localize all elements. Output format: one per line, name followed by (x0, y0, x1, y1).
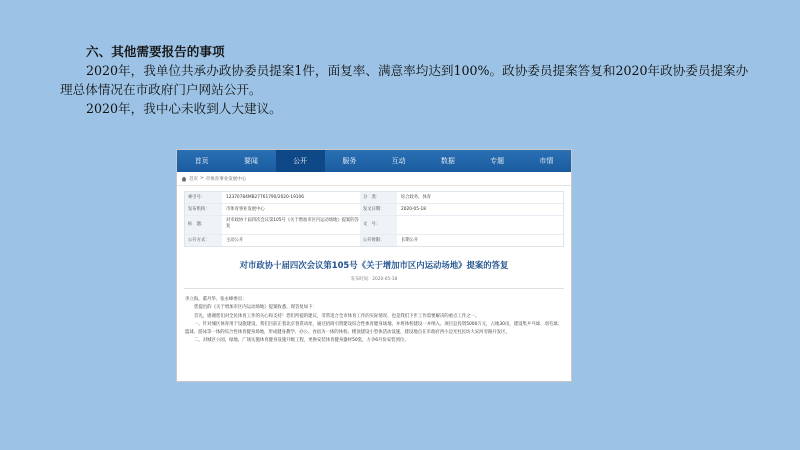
nav-public[interactable]: 公开 (276, 150, 325, 172)
method-value: 主动公开 (226, 238, 244, 243)
embedded-webpage-screenshot (176, 149, 572, 382)
breadcrumb (177, 172, 571, 186)
publish-date: 发布时间：2020-05-18 (350, 277, 398, 282)
home-icon (181, 176, 187, 182)
divider (184, 288, 564, 289)
body-paragraph: 您提出的《关于增加市区内运动场地》提案收悉，现答复如下： (194, 305, 317, 311)
info-row (185, 216, 563, 235)
org-label: 发布机构： (185, 204, 222, 215)
breadcrumb-home[interactable]: 首页 (189, 176, 198, 182)
category-value: 综合政务，体育 (401, 195, 432, 200)
index-label: 索引号： (185, 192, 222, 203)
info-row (185, 204, 563, 216)
info-row (185, 192, 563, 204)
docno-value (397, 216, 563, 234)
date-value: 2020-05-18 (401, 207, 426, 212)
nav-data[interactable]: 数据 (440, 157, 455, 165)
document-body (185, 296, 563, 346)
title-value: 对市政协十届四次会议第105号《关于增加市区内运动场地》提案的答复 (226, 218, 359, 229)
period-label: 公开时限： (360, 235, 397, 246)
info-row (185, 235, 563, 246)
report-text (60, 42, 750, 118)
title-label: 标 题： (185, 216, 222, 234)
document-info-table (184, 191, 564, 247)
nav-topics[interactable]: 专题 (490, 157, 505, 165)
body-greeting: 李立海、董丹华、张永峰委员： (185, 297, 247, 302)
proposal-paragraph: 2020年，我单位共承办政协委员提案1件，面复率、满意率均达到100%。政协委员提案答复和2020年政协委员提案办理总体情况在市政府门户网站公开。 (60, 63, 749, 97)
index-value: 12370784MB27761790/2020-19106 (226, 195, 304, 200)
method-label: 公开方式： (185, 235, 222, 246)
nav-interact[interactable]: 互动 (391, 157, 406, 165)
nav-city-info[interactable]: 市情 (539, 157, 554, 165)
category-label: 分 类： (360, 192, 397, 203)
breadcrumb-separator: > (200, 176, 204, 181)
body-paragraph: 一、针对城区体育用于设施建设，我们目前正着北京春熹动址，通过招商引资建设综合性体育健身场地，并将体校建设一并纳入。项目总投资5000万元，占地30亩，建设集乒乓球、羽毛球、篮球、游泳等一体的综合性体育健身场地，形成健身教学、办公、食宿为一体的体校。楼顶建设小型体活动设施，建设地点在市政府西小边光柱民坊大宋河旁路开发区。 (185, 321, 563, 336)
date-label: 发文日期： (360, 204, 397, 215)
document-title: 对市政协十届四次会议第105号《关于增加市区内运动场地》提案的答复 (239, 260, 509, 270)
body-paragraph: 二、对城区公园、绿地、广场实施体育健身设施升级工程，更换安装体育健身器材50套，力争6月份安装到位。 (194, 338, 409, 344)
org-value: 市体育事业发展中心 (226, 207, 265, 212)
nav-home[interactable]: 首页 (194, 157, 209, 165)
section-heading: 六、其他需要报告的事项 (86, 44, 225, 59)
nav-service[interactable]: 服务 (342, 157, 357, 165)
body-paragraph: 首先，感谢您们对全民体育工作的关心和支持！您们所提的建议，非常适合全市体育工作的实际情况，也是我们下步工作需要解决的重点工作之一。 (194, 313, 480, 319)
nav-news[interactable]: 要闻 (243, 157, 258, 165)
breadcrumb-current[interactable]: 市体育事业发展中心 (205, 176, 247, 182)
period-value: 长期公开 (401, 238, 419, 243)
docno-label: 文 号： (360, 216, 397, 234)
npc-paragraph: 2020年，我中心未收到人大建议。 (86, 101, 282, 116)
top-nav-bar (177, 150, 571, 172)
